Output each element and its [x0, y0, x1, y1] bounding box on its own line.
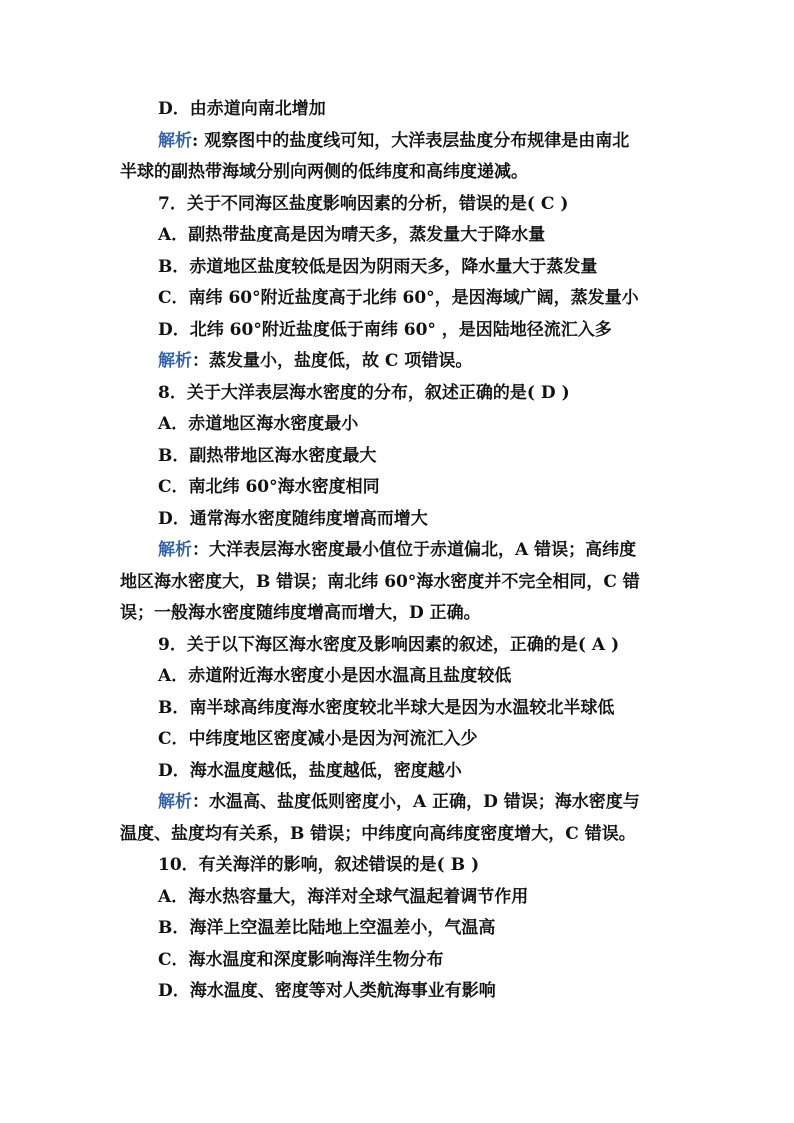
q10-stem-text: 10．有关海洋的影响，叙述错误的是( [158, 855, 445, 875]
q7-option-b: B．赤道地区盐度较低是因为阴雨天多，降水量大于蒸发量 [158, 256, 598, 277]
q9-explanation-line-1 [120, 787, 676, 819]
q9-explanation-text-1: ：水温高、盐度低则密度小，A 正确，D 错误；海水密度与 [192, 792, 640, 812]
q10-stem [120, 850, 676, 882]
q10-stem-close: ) [471, 855, 480, 875]
q9-option-b: B．南半球高纬度海水密度较北半球大是因为水温较北半球低 [158, 697, 615, 718]
q7-option-a: A．副热带盐度高是因为晴天多，蒸发量大于降水量 [158, 225, 546, 245]
q6-option-d: D．由赤道向南北增加 [158, 99, 326, 119]
q6-explanation-label: 解析 [158, 130, 192, 151]
q9-answer: A [591, 634, 606, 655]
q7-option-d: D．北纬 60°附近盐度低于南纬 60° ，是因陆地径流汇入多 [158, 319, 612, 340]
q7-option-c: C．南纬 60°附近盐度高于北纬 60°，是因海域广阔，蒸发量小 [158, 288, 639, 308]
q8-stem-text: 8．关于大洋表层海水密度的分布，叙述正确的是( [158, 382, 535, 403]
q9-option-c: C．中纬度地区密度减小是因为河流汇入少 [158, 729, 478, 749]
q9-stem [120, 630, 676, 662]
q6-explanation-line-1 [120, 126, 676, 158]
q7-explanation-line-1 [120, 346, 676, 378]
q10-option-b: B．海洋上空温差比陆地上空温差小，气温高 [158, 918, 496, 938]
q8-explanation-line-2: 地区海水密度大，B 错误；南北纬 60°海水密度并不完全相同，C 错 [120, 571, 640, 592]
q8-option-d: D．通常海水密度随纬度增高而增大 [158, 508, 428, 529]
q7-explanation-text-1: ：蒸发量小，盐度低，故 C 项错误。 [192, 351, 473, 371]
q8-option-c: C．南北纬 60°海水密度相同 [158, 477, 380, 497]
q9-explanation-label: 解析 [158, 792, 192, 812]
q8-option-b: B．副热带地区海水密度最大 [158, 445, 377, 466]
q6-explanation-text-1: : 观察图中的盐度线可知，大洋表层盐度分布规律是由南北 [192, 130, 630, 151]
q8-option-a: A．赤道地区海水密度最小 [158, 414, 359, 434]
q9-explanation-line-2: 温度、盐度均有关系，B 错误；中纬度向高纬度密度增大，C 错误。 [120, 823, 636, 844]
q10-option-a: A．海水热容量大，海洋对全球气温起着调节作用 [158, 886, 529, 907]
q8-explanation-text-1: ：大洋表层海水密度最小值位于赤道偏北，A 错误；高纬度 [192, 540, 637, 560]
q7-explanation-label: 解析 [158, 351, 192, 371]
q10-option-d: D．海水温度、密度等对人类航海事业有影响 [158, 981, 496, 1001]
q9-stem-close: ) [611, 634, 620, 655]
q8-stem-close: ) [561, 382, 570, 403]
question-content [120, 94, 676, 1008]
q7-stem [120, 189, 676, 221]
q8-explanation-line-1 [120, 535, 676, 567]
q8-stem [120, 378, 676, 410]
q9-stem-text: 9．关于以下海区海水密度及影响因素的叙述，正确的是( [158, 634, 586, 655]
q7-stem-text: 7．关于不同海区盐度影响因素的分析，错误的是( [158, 193, 535, 214]
q10-answer: B [450, 855, 466, 875]
q7-answer: C [540, 193, 555, 214]
q9-option-a: A．赤道附近海水密度小是因水温高且盐度较低 [158, 666, 512, 686]
q8-explanation-label: 解析 [158, 540, 192, 560]
q7-stem-close: ) [560, 193, 569, 214]
q8-explanation-line-3: 误；一般海水密度随纬度增高而增大，D 正确。 [120, 603, 481, 623]
q8-answer: D [540, 382, 556, 403]
q9-option-d: D．海水温度越低，盐度越低，密度越小 [158, 760, 462, 781]
q6-explanation-line-2: 半球的副热带海域分别向两侧的低纬度和高纬度递减。 [120, 162, 528, 182]
q10-option-c: C．海水温度和深度影响海洋生物分布 [158, 949, 444, 970]
